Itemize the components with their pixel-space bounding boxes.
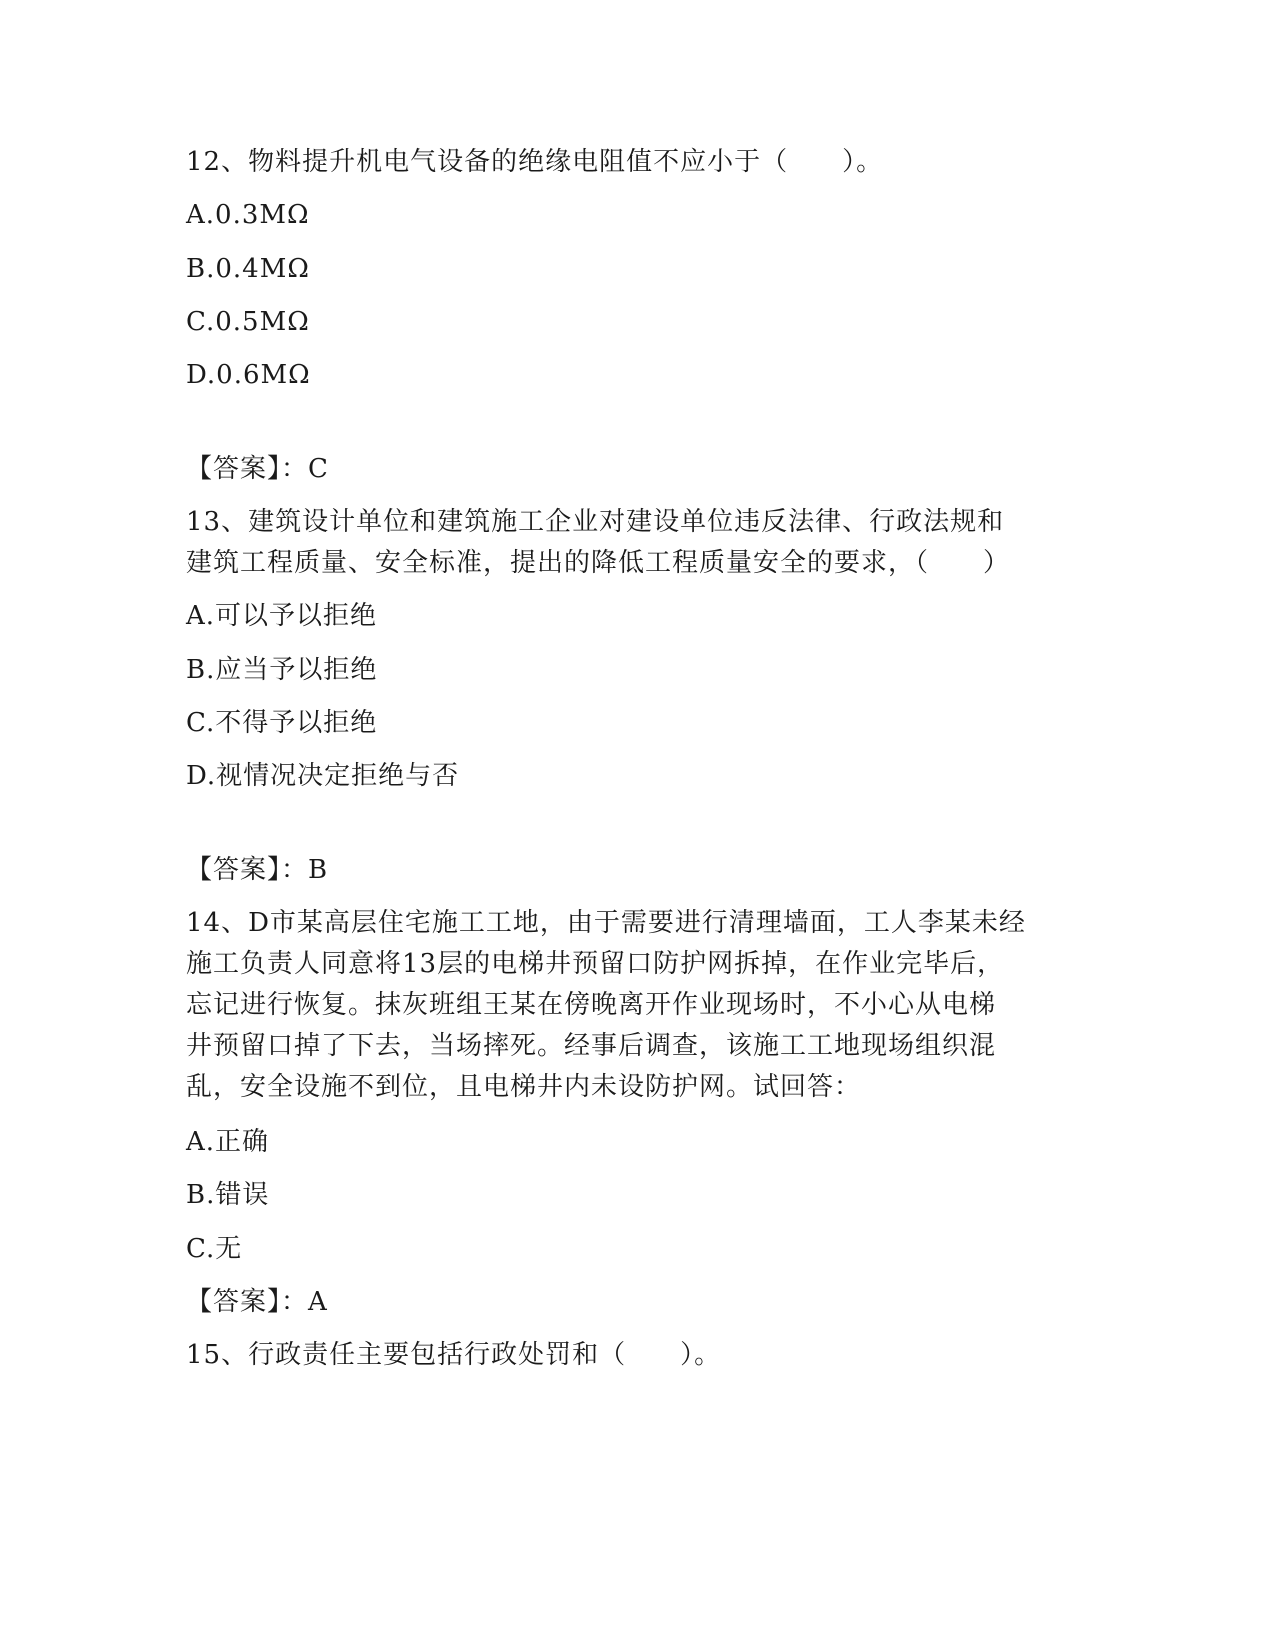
question-15-stem: 15、行政责任主要包括行政处罚和（ ）。 xyxy=(186,1340,722,1370)
question-12-option-c: C.0.5MΩ xyxy=(186,307,310,337)
question-14-stem-line-2: 施工负责人同意将13层的电梯井预留口防护网拆掉，在作业完毕后， xyxy=(186,949,1005,979)
question-13-answer: 【答案】：B xyxy=(186,855,329,885)
question-14-stem-line-4: 井预留口掉了下去，当场摔死。经事后调查，该施工工地现场组织混 xyxy=(186,1031,997,1061)
question-12-answer: 【答案】：C xyxy=(186,454,329,484)
question-14-stem-line-1: 14、D市某高层住宅施工工地，由于需要进行清理墙面，工人李某未经 xyxy=(186,908,1026,938)
question-13-stem-line-1: 13、建筑设计单位和建筑施工企业对建设单位违反法律、行政法规和 xyxy=(186,507,1005,537)
question-12-stem: 12、物料提升机电气设备的绝缘电阻值不应小于（ ）。 xyxy=(186,147,884,177)
question-13-option-b: B.应当予以拒绝 xyxy=(186,655,378,685)
question-14-option-a: A.正确 xyxy=(186,1127,270,1157)
question-14-stem-line-5: 乱，安全设施不到位，且电梯井内未设防护网。试回答： xyxy=(186,1072,862,1102)
question-12-option-d: D.0.6MΩ xyxy=(186,360,311,390)
question-12-option-b: B.0.4MΩ xyxy=(186,254,310,284)
question-14-option-c: C.无 xyxy=(186,1234,243,1264)
question-14-stem-line-3: 忘记进行恢复。抹灰班组王某在傍晚离开作业现场时，不小心从电梯 xyxy=(186,990,997,1020)
question-13-option-c: C.不得予以拒绝 xyxy=(186,708,378,738)
question-14-answer: 【答案】：A xyxy=(186,1287,328,1317)
question-13-option-d: D.视情况决定拒绝与否 xyxy=(186,761,460,791)
question-12-option-a: A.0.3MΩ xyxy=(186,200,310,230)
question-13-option-a: A.可以予以拒绝 xyxy=(186,601,378,631)
question-14-option-b: B.错误 xyxy=(186,1180,270,1210)
question-13-stem-line-2: 建筑工程质量、安全标准，提出的降低工程质量安全的要求，（ ） xyxy=(186,548,1011,578)
